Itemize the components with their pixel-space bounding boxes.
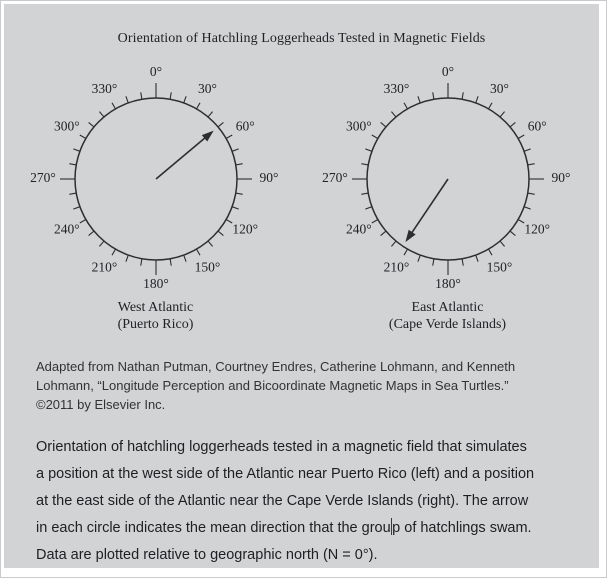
caption-line: a position at the west side of the Atlantic near Puerto Rico (left) and a position [36, 466, 535, 482]
figure-label-region: East Atlantic [411, 300, 484, 315]
tick-mark [371, 220, 377, 224]
degree-label: 330° [91, 80, 117, 96]
degree-label: 60° [235, 118, 255, 134]
figure-label-place: (Cape Verde Islands) [388, 317, 507, 332]
tick-mark [140, 259, 141, 266]
attribution-text [36, 357, 569, 414]
tick-mark [500, 241, 504, 246]
figure-west-atlantic [10, 61, 302, 333]
tick-mark [404, 249, 408, 255]
degree-label: 240° [53, 221, 80, 237]
tick-mark [235, 164, 242, 165]
degree-label: 120° [231, 221, 258, 237]
compass-figures-row [4, 61, 599, 333]
tick-mark [518, 220, 524, 224]
compass-diagram-east [302, 61, 594, 297]
attribution-line: Adapted from Nathan Putman, Courtney Endres, Catherine Lohmann, and Kenneth [36, 359, 516, 374]
tick-mark [226, 220, 232, 224]
tick-mark [527, 193, 534, 194]
tick-mark [79, 135, 85, 139]
degree-label: 90° [551, 170, 570, 186]
degree-label: 180° [434, 276, 461, 292]
figure-title: Orientation of Hatchling Loggerheads Tested in Magnetic Fields [117, 31, 486, 46]
tick-mark [432, 259, 433, 266]
degree-label: 270° [321, 170, 348, 186]
tick-mark [79, 220, 85, 224]
attribution-line: Lohmann, “Longitude Perception and Bicoordinate Magnetic Maps in Sea Turtles.” [36, 378, 509, 393]
tick-mark [391, 241, 395, 246]
degree-label: 210° [91, 259, 117, 275]
degree-label: 30° [197, 80, 217, 96]
tick-mark [232, 149, 239, 151]
figure-east-atlantic [302, 61, 594, 333]
tick-mark [462, 92, 463, 99]
compass-diagram-west [10, 61, 302, 297]
tick-mark [170, 259, 171, 266]
tick-mark [183, 96, 185, 103]
tick-mark [361, 164, 368, 165]
tick-mark [88, 122, 93, 126]
tick-mark [518, 135, 524, 139]
tick-mark [235, 193, 242, 194]
tick-mark [125, 96, 127, 103]
tick-mark [73, 149, 80, 151]
tick-mark [527, 164, 534, 165]
tick-mark [510, 231, 515, 235]
caption-line: Orientation of hatchling loggerheads tested in a magnetic field that simulates [36, 439, 527, 455]
figure-label-east [389, 299, 506, 333]
tick-mark [365, 149, 372, 151]
tick-mark [462, 259, 463, 266]
tick-mark [361, 193, 368, 194]
degree-label: 210° [383, 259, 409, 275]
tick-mark [380, 231, 385, 235]
degree-label: 120° [523, 221, 550, 237]
tick-mark [510, 122, 515, 126]
tick-mark [226, 135, 232, 139]
tick-mark [112, 249, 116, 255]
figure-caption [36, 434, 573, 568]
tick-mark [417, 96, 419, 103]
tick-mark [196, 249, 200, 255]
tick-mark [183, 255, 185, 262]
tick-mark [380, 122, 385, 126]
tick-mark [365, 207, 372, 209]
tick-mark [500, 112, 504, 117]
degree-label: 300° [53, 118, 80, 134]
tick-mark [73, 207, 80, 209]
tick-mark [88, 231, 93, 235]
degree-label: 90° [259, 170, 278, 186]
caption-line: in each circle indicates the mean direction that the grou p of hatchlings swam. [36, 520, 532, 536]
tick-mark [99, 241, 103, 246]
tick-mark [475, 96, 477, 103]
degree-label: 300° [345, 118, 372, 134]
tick-mark [208, 112, 212, 117]
degree-label: 150° [194, 259, 220, 275]
tick-mark [125, 255, 127, 262]
tick-mark [391, 112, 395, 117]
figure-panel [4, 4, 599, 568]
tick-mark [99, 112, 103, 117]
tick-mark [218, 231, 223, 235]
caption-line: Data are plotted relative to geographic north (N = 0°). [36, 547, 378, 563]
caption-line: at the east side of the Atlantic near the Cape Verde Islands (right). The arrow [36, 493, 529, 509]
degree-label: 30° [489, 80, 509, 96]
degree-label: 180° [142, 276, 169, 292]
tick-mark [218, 122, 223, 126]
degree-label: 270° [29, 170, 56, 186]
tick-mark [488, 249, 492, 255]
degree-label: 60° [527, 118, 547, 134]
tick-mark [69, 193, 76, 194]
tick-mark [140, 92, 141, 99]
attribution-line: ©2011 by Elsevier Inc. [36, 397, 166, 412]
tick-mark [488, 103, 492, 109]
degree-label: 330° [383, 80, 409, 96]
mean-direction-arrow [156, 136, 207, 179]
tick-mark [69, 164, 76, 165]
figure-label-region: West Atlantic [117, 300, 194, 315]
tick-mark [475, 255, 477, 262]
tick-mark [404, 103, 408, 109]
tick-mark [232, 207, 239, 209]
figure-label-place: (Puerto Rico) [117, 317, 194, 332]
tick-mark [432, 92, 433, 99]
tick-mark [524, 207, 531, 209]
figure-label-west [118, 299, 194, 333]
tick-mark [170, 92, 171, 99]
degree-label: 0° [441, 64, 454, 80]
tick-mark [417, 255, 419, 262]
tick-mark [196, 103, 200, 109]
tick-mark [524, 149, 531, 151]
tick-mark [371, 135, 377, 139]
tick-mark [112, 103, 116, 109]
degree-label: 240° [345, 221, 372, 237]
arrow-head [405, 230, 415, 242]
degree-label: 0° [149, 64, 162, 80]
mean-direction-arrow [410, 179, 448, 235]
tick-mark [208, 241, 212, 246]
degree-label: 150° [486, 259, 512, 275]
